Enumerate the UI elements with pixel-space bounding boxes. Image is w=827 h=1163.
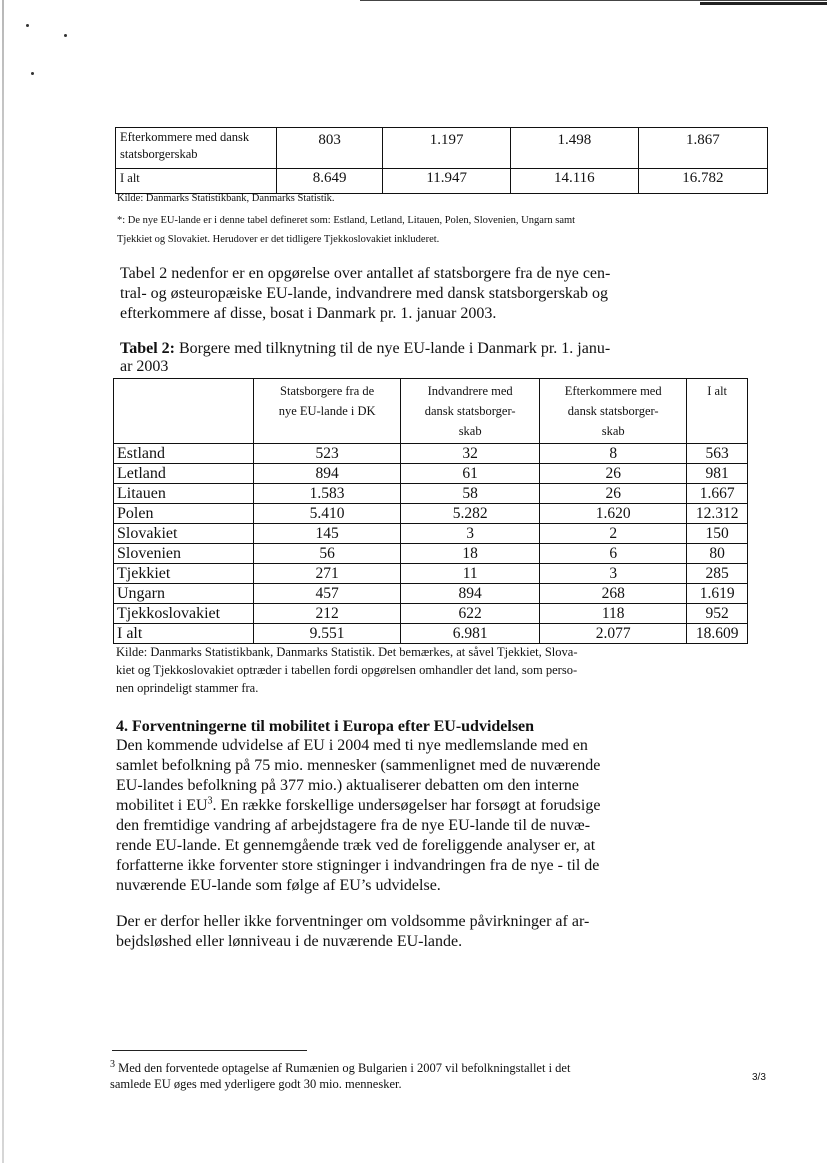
text-line: rende EU-lande. Et gennemgående træk ved de foreliggende analyser er, at — [116, 837, 596, 854]
cell: 803 — [277, 128, 383, 169]
cell: 26 — [540, 464, 687, 484]
cell: 1.619 — [687, 584, 748, 604]
section-heading: 4. Forventningerne til mobilitet i Europa efter EU-udvidelsen — [116, 718, 535, 735]
footnote-text: samlede EU øges med yderligere godt 30 mio. mennesker. — [110, 1077, 402, 1091]
cell: 61 — [401, 464, 540, 484]
table-1-source: Kilde: Danmarks Statistikbank, Danmarks Statistik. — [117, 193, 335, 204]
table-header-row — [114, 379, 748, 444]
cell: 212 — [254, 604, 401, 624]
text-line: samlet befolkning på 75 mio. mennesker (sammenlignet med de nuværende — [116, 757, 601, 774]
footnote — [110, 1060, 570, 1092]
cell: 118 — [540, 604, 687, 624]
cell: 268 — [540, 584, 687, 604]
cell: 6 — [540, 544, 687, 564]
cell: 58 — [401, 484, 540, 504]
text-line: Den kommende udvidelse af EU i 2004 med ti nye medlemslande med en — [116, 737, 588, 754]
cell: 981 — [687, 464, 748, 484]
footnote-text: Med den forventede optagelse af Rumænien og Bulgarien i 2007 vil befolkningstallet i det — [115, 1061, 571, 1075]
cell: 2.077 — [540, 624, 687, 644]
row-label: Litauen — [114, 484, 254, 504]
cell: 5.282 — [401, 504, 540, 524]
cell: 5.410 — [254, 504, 401, 524]
cell: 56 — [254, 544, 401, 564]
page-number: 3/3 — [752, 1072, 766, 1083]
cell: 6.981 — [401, 624, 540, 644]
table-1-continued — [115, 127, 768, 194]
cell: 1.867 — [638, 128, 767, 169]
footnote-number: 3 — [110, 1058, 115, 1070]
row-label: I alt — [116, 169, 277, 194]
table-2-caption — [120, 340, 610, 376]
cell: 16.782 — [638, 169, 767, 194]
scan-speck — [64, 34, 67, 37]
scan-edge-top — [0, 0, 827, 8]
table-1-note-line1: *: De nye EU-lande er i denne tabel defineret som: Estland, Letland, Litauen, Polen, Slovenien, Ungarn samt — [117, 215, 576, 226]
table-row — [116, 169, 768, 194]
cell: 1.498 — [511, 128, 639, 169]
cell: 1.197 — [383, 128, 511, 169]
row-label: Tjekkiet — [114, 564, 254, 584]
text-line: kiet og Tjekkoslovakiet optræder i tabellen fordi opgørelsen omhandler det land, som perso- — [116, 663, 578, 677]
table-row — [114, 464, 748, 484]
cell: 2 — [540, 524, 687, 544]
row-label: Estland — [114, 444, 254, 464]
section-4-paragraph-2 — [116, 912, 589, 952]
cell: 12.312 — [687, 504, 748, 524]
row-label: Letland — [114, 464, 254, 484]
cell: 952 — [687, 604, 748, 624]
header-cell: Statsborgere fra de nye EU-lande i DK — [254, 379, 401, 444]
table-row — [114, 624, 748, 644]
cell: 11.947 — [383, 169, 511, 194]
cell: 8 — [540, 444, 687, 464]
intro-paragraph — [120, 264, 610, 324]
cell: 563 — [687, 444, 748, 464]
caption-text: ar 2003 — [120, 358, 169, 375]
caption-text: Borgere med tilknytning til de nye EU-lande i Danmark pr. 1. janu- — [174, 340, 611, 357]
row-label: Polen — [114, 504, 254, 524]
section-4-paragraph-1 — [116, 736, 600, 896]
row-label: Tjekkoslovakiet — [114, 604, 254, 624]
text-line: den fremtidige vandring af arbejdstagere fra de nye EU-lande til de nuvæ- — [116, 817, 591, 834]
row-label: I alt — [114, 624, 254, 644]
text-line: efterkommere af disse, bosat i Danmark pr. 1. januar 2003. — [120, 305, 497, 322]
row-label: Slovenien — [114, 544, 254, 564]
cell: 1.667 — [687, 484, 748, 504]
table-row — [114, 524, 748, 544]
table-2 — [113, 378, 748, 644]
footnote-divider — [112, 1050, 307, 1051]
cell: 622 — [401, 604, 540, 624]
cell: 523 — [254, 444, 401, 464]
cell: 11 — [401, 564, 540, 584]
header-cell: Indvandrere med dansk statsborger- skab — [401, 379, 540, 444]
row-label: Slovakiet — [114, 524, 254, 544]
cell: 1.583 — [254, 484, 401, 504]
scan-edge-left — [2, 0, 4, 1163]
table-row — [114, 544, 748, 564]
cell: 80 — [687, 544, 748, 564]
scan-speck — [26, 24, 29, 27]
cell: 3 — [401, 524, 540, 544]
header-cell: Efterkommere med dansk statsborger- skab — [540, 379, 687, 444]
cell: 894 — [254, 464, 401, 484]
text-line: bejdsløshed eller lønniveau i de nuværende EU-lande. — [116, 933, 463, 950]
cell: 32 — [401, 444, 540, 464]
cell: 8.649 — [277, 169, 383, 194]
cell: 3 — [540, 564, 687, 584]
cell: 285 — [687, 564, 748, 584]
cell: 457 — [254, 584, 401, 604]
cell: 1.620 — [540, 504, 687, 524]
table-row — [114, 584, 748, 604]
text-line: tral- og østeuropæiske EU-lande, indvandrere med dansk statsborgerskab og — [120, 285, 609, 302]
cell: 14.116 — [511, 169, 639, 194]
table-row — [114, 444, 748, 464]
cell: 145 — [254, 524, 401, 544]
footnote-ref[interactable]: 3 — [207, 795, 213, 807]
text-line: nen oprindeligt stammer fra. — [116, 681, 259, 695]
table-row — [116, 128, 768, 169]
row-label: Ungarn — [114, 584, 254, 604]
text-line: nuværende EU-lande som følge af EU’s udvidelse. — [116, 877, 441, 894]
header-cell-empty — [114, 379, 254, 444]
table-row — [114, 504, 748, 524]
cell: 9.551 — [254, 624, 401, 644]
cell: 150 — [687, 524, 748, 544]
cell: 18.609 — [687, 624, 748, 644]
table-row — [114, 604, 748, 624]
text-line: mobilitet i $EU^3$. En række forskellige undersøgelser har forsøgt at forudsige — [116, 795, 601, 814]
table-1-note-line2: Tjekkiet og Slovakiet. Herudover er det tidligere Tjekkoslovakiet inkluderet. — [117, 234, 440, 245]
text-line: forfatterne ikke forventer store stigninger i indvandringen fra de nye - til de — [116, 857, 600, 874]
text-line: EU-landes befolkning på 377 mio.) aktualiserer debatten om den interne — [116, 777, 579, 794]
row-label: Efterkommere med dansk statsborgerskab — [116, 128, 277, 169]
cell: 26 — [540, 484, 687, 504]
cell: 18 — [401, 544, 540, 564]
text-line: Der er derfor heller ikke forventninger om voldsomme påvirkninger af ar- — [116, 913, 590, 930]
header-cell: I alt — [687, 379, 748, 444]
table-2-source — [116, 643, 578, 697]
cell: 894 — [401, 584, 540, 604]
scan-speck — [31, 72, 34, 75]
table-row — [114, 484, 748, 504]
caption-label: Tabel 2: — [120, 340, 175, 357]
cell: 271 — [254, 564, 401, 584]
table-row — [114, 564, 748, 584]
text-line: Kilde: Danmarks Statistikbank, Danmarks Statistik. Det bemærkes, at såvel Tjekkiet, Slova- — [116, 645, 578, 659]
text-line: Tabel 2 nedenfor er en opgørelse over antallet af statsborgere fra de nye cen- — [120, 265, 611, 282]
